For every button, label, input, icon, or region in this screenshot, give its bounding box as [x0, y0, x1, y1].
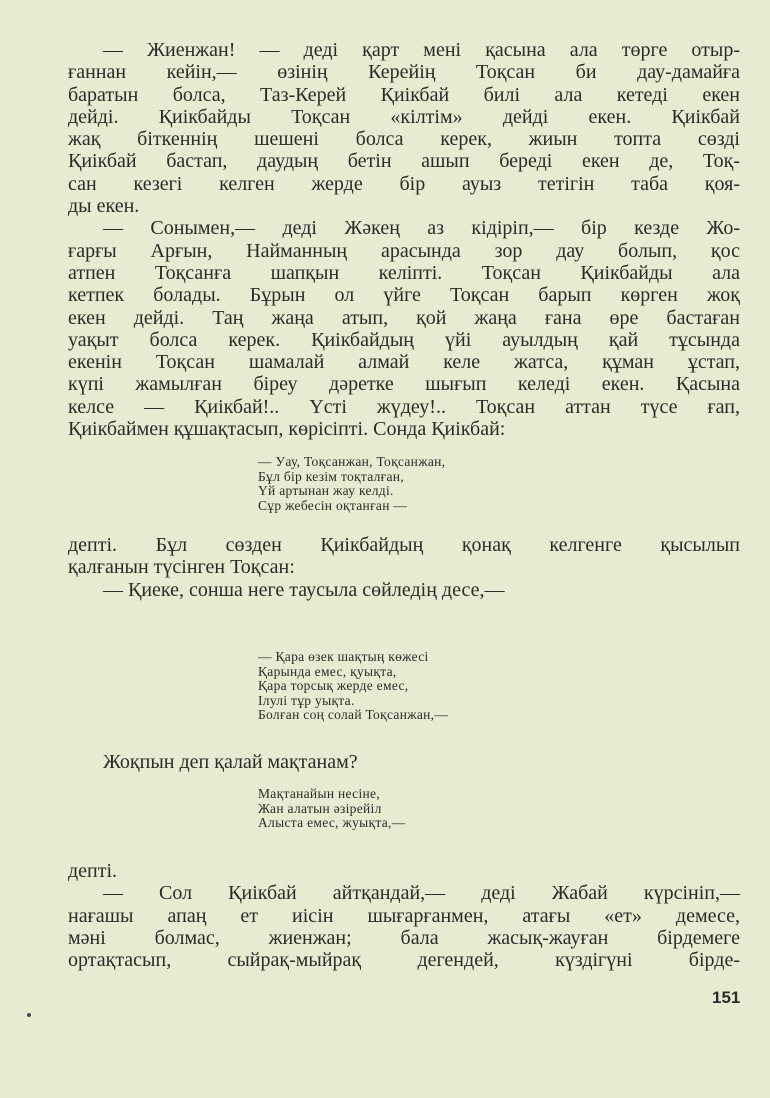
text-line: — Уау, Тоқсанжан, Тоқсанжан,: [258, 454, 446, 469]
text-line: қалғанын түсінген Тоқсан:: [68, 556, 295, 579]
text-line: атпен Тоқсанға шапқын келіпті. Тоқсан Қиікбайды ала: [68, 261, 740, 284]
text-line: ды екен.: [68, 195, 140, 218]
text-line: мәні болмас, жиенжан; бала жасық-жауған бірдемеге: [68, 926, 740, 949]
text-line: уақыт болса керек. Қиікбайдың үйі ауылдың қай тұсында: [68, 328, 740, 351]
text-line: Жоқпын деп қалай мақтанам?: [103, 751, 358, 773]
text-line: Қарында емес, қуықта,: [258, 663, 397, 679]
text-line: ғарғы Арғын, Найманның арасында зор дау болып, қос: [68, 239, 740, 262]
text-line: — Қиеке, сонша неге таусыла сөйледің десе,—: [103, 578, 505, 601]
text-line: келсе — Қиікбай!.. Үсті жүдеу!.. Тоқсан аттан түсе ғап,: [68, 395, 740, 418]
text-line: депті. Бұл сөзден Қиікбайдың қонақ келгенге қысылып: [68, 534, 740, 556]
verse-block-2: [258, 650, 448, 723]
text-line: Сұр жебесін оқтанған —: [258, 497, 408, 513]
text-line: — Сонымен,— деді Жәкең аз кідіріп,— бір кезде Жо-: [103, 217, 740, 240]
text-line: Болған соң солай Тоқсанжан,—: [258, 707, 449, 723]
text-line: Алыста емес, жуықта,—: [258, 815, 406, 831]
paragraph-block-2: [68, 534, 740, 601]
verse-line-standalone: [103, 751, 358, 773]
text-line: депті.: [68, 860, 118, 882]
text-line: — Сол Қиікбай айтқандай,— деді Жабай күрсініп,—: [103, 882, 740, 905]
text-line: нағашы апаң ет иісін шығарғанмен, атағы «ет» демесе,: [68, 904, 740, 927]
verse-block-3: [258, 787, 406, 831]
text-line: Қара торсық жерде емес,: [258, 678, 409, 694]
text-line: сан кезегі келген жерде бір ауыз тетігін таба қоя-: [68, 172, 740, 195]
paragraph-block-3: [68, 860, 740, 971]
scan-speck: [27, 1013, 31, 1017]
text-line: Қиікбай бастап, даудың бетін ашып береді екен де, Тоқ-: [68, 150, 740, 173]
text-line: баратын болса, Таз-Керей Қиікбай билі ала кетеді екен: [68, 83, 740, 106]
text-line: — Жиенжан! — деді қарт мені қасына ала төрге отыр-: [103, 39, 740, 61]
paragraph-block-1: [68, 39, 740, 440]
text-line: Қиікбаймен құшақтасып, көрісіпті. Сонда Қиікбай:: [68, 418, 506, 441]
text-line: дейді. Қиікбайды Тоқсан «кілтім» дейді екен. Қиікбай: [68, 105, 740, 128]
page-number: 151: [712, 988, 741, 1007]
text-line: күпі жамылған біреу дәретке шығып келеді екен. Қасына: [68, 373, 740, 396]
text-line: екен дейді. Таң жаңа атып, қой жаңа ғана өре бастаған: [68, 306, 740, 329]
text-line: Үй артынан жау келді.: [258, 483, 394, 499]
verse-block-1: [258, 455, 445, 513]
text-line: Бұл бір кезім тоқталған,: [258, 468, 405, 484]
text-line: — Қара өзек шақтың көжесі: [258, 649, 429, 664]
text-line: екенін Тоқсан шамалай алмай келе жатса, құман ұстап,: [68, 351, 740, 374]
text-line: Ілулі тұр уықта.: [258, 692, 355, 708]
text-line: жақ біткеннің шешені болса керек, жиын топта сөзді: [68, 128, 740, 151]
text-line: Жан алатын әзірейіл: [258, 800, 382, 816]
text-line: ғаннан кейін,— өзінің Керейің Тоқсан би дау-дамайға: [68, 61, 740, 84]
text-line: ортақтасып, сыйрақ-мыйрақ дегендей, күздігүні бірде-: [68, 949, 740, 972]
text-line: кетпек болады. Бұрын ол үйге Тоқсан барып көрген жоқ: [68, 284, 740, 307]
text-line: Мақтанайын несіне,: [258, 786, 381, 801]
